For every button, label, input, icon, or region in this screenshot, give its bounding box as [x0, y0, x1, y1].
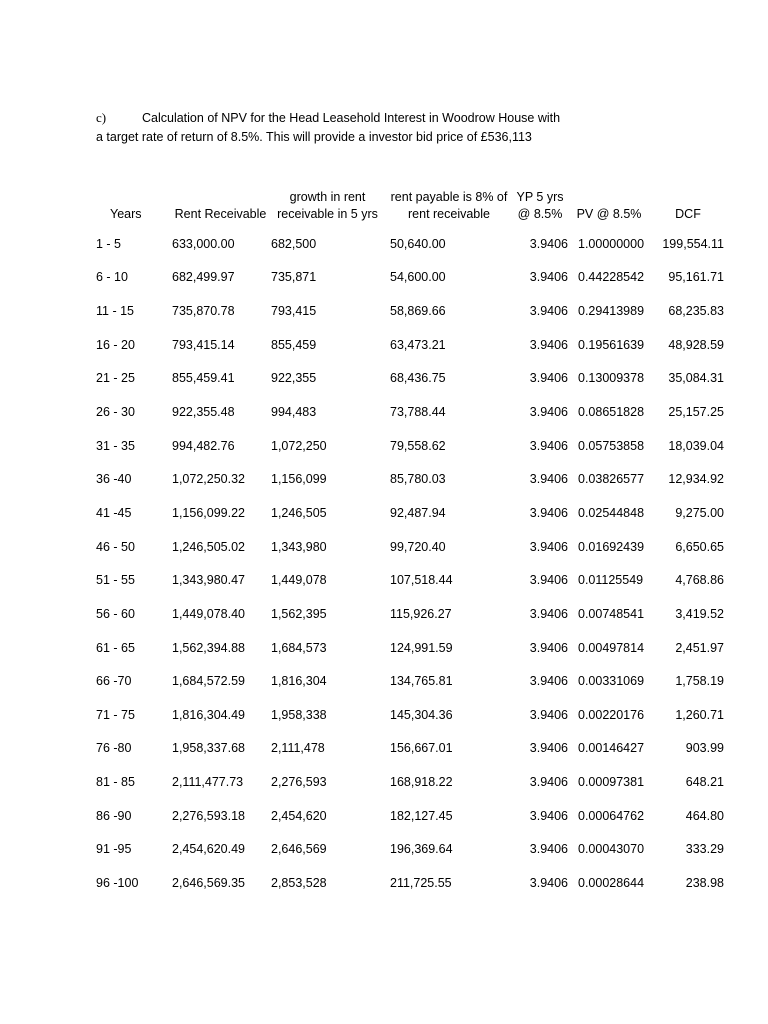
header-pv: PV @ 8.5% [576, 207, 642, 221]
cell-dcf: 68,235.83 [668, 304, 724, 319]
cell-rent-receivable: 2,454,620.49 [172, 842, 245, 857]
table-row [90, 261, 726, 295]
table-body [90, 227, 726, 900]
cell-yp: 3.9406 [529, 438, 568, 453]
cell-years: 61 - 65 [96, 640, 135, 655]
cell-rent-payable: 79,558.62 [390, 438, 446, 453]
cell-growth: 2,111,478 [271, 741, 325, 756]
cell-yp: 3.9406 [529, 304, 568, 319]
cell-yp: 3.9406 [529, 808, 568, 823]
cell-dcf: 12,934.92 [668, 472, 724, 487]
cell-rent-receivable: 793,415.14 [172, 337, 235, 352]
table-row [90, 698, 726, 732]
cell-years: 16 - 20 [96, 337, 135, 352]
cell-rent-payable: 92,487.94 [390, 505, 446, 520]
cell-years: 71 - 75 [96, 707, 135, 722]
cell-dcf: 35,084.31 [668, 371, 724, 386]
cell-rent-receivable: 1,449,078.40 [172, 606, 245, 621]
cell-dcf: 903.99 [685, 741, 724, 756]
cell-rent-receivable: 1,816,304.49 [172, 707, 245, 722]
cell-rent-receivable: 1,072,250.32 [172, 472, 245, 487]
header-yp: YP 5 yrs @ 8.5% [516, 190, 564, 221]
cell-pv: 0.29413989 [578, 304, 645, 319]
cell-growth: 793,415 [271, 304, 317, 319]
cell-yp: 3.9406 [529, 707, 568, 722]
cell-yp: 3.9406 [529, 842, 568, 857]
cell-rent-receivable: 682,499.97 [172, 270, 235, 285]
cell-yp: 3.9406 [529, 505, 568, 520]
cell-rent-payable: 99,720.40 [390, 539, 446, 554]
cell-rent-payable: 211,725.55 [390, 875, 452, 890]
cell-pv: 0.01125549 [578, 573, 644, 588]
cell-rent-payable: 182,127.45 [390, 808, 453, 823]
cell-dcf: 199,554.11 [662, 236, 724, 251]
cell-growth: 1,958,338 [271, 707, 327, 722]
header-years: Years [110, 207, 142, 221]
cell-pv: 0.00331069 [578, 674, 645, 689]
cell-dcf: 9,275.00 [675, 505, 724, 520]
cell-rent-receivable: 633,000.00 [172, 236, 235, 251]
cell-yp: 3.9406 [529, 573, 568, 588]
cell-years: 56 - 60 [96, 606, 135, 621]
cell-rent-payable: 124,991.59 [390, 640, 453, 655]
cell-rent-receivable: 2,111,477.73 [172, 775, 244, 790]
table-row [90, 227, 726, 261]
table-row [90, 563, 726, 597]
cell-dcf: 95,161.71 [668, 270, 724, 285]
cell-growth: 1,156,099 [271, 472, 327, 487]
cell-pv: 0.13009378 [578, 371, 645, 386]
table-row [90, 530, 726, 564]
cell-rent-payable: 58,869.66 [390, 304, 446, 319]
cell-yp: 3.9406 [529, 674, 568, 689]
cell-rent-receivable: 1,156,099.22 [172, 505, 245, 520]
cell-growth: 2,454,620 [271, 808, 327, 823]
cell-years: 51 - 55 [96, 573, 135, 588]
cell-yp: 3.9406 [529, 236, 568, 251]
table-row [90, 866, 726, 900]
cell-growth: 2,853,528 [271, 875, 327, 890]
cell-dcf: 4,768.86 [675, 573, 724, 588]
cell-growth: 855,459 [271, 337, 317, 352]
cell-pv: 0.00748541 [578, 606, 645, 621]
cell-pv: 0.02544848 [578, 505, 645, 520]
cell-dcf: 648.21 [685, 775, 724, 790]
table-row [90, 833, 726, 867]
cell-yp: 3.9406 [529, 775, 568, 790]
cell-pv: 0.03826577 [578, 472, 645, 487]
cell-rent-receivable: 1,343,980.47 [172, 573, 245, 588]
cell-yp: 3.9406 [529, 472, 568, 487]
cell-dcf: 25,157.25 [668, 405, 724, 420]
cell-pv: 0.00064762 [578, 808, 645, 823]
cell-years: 96 -100 [96, 875, 139, 890]
cell-rent-payable: 196,369.64 [390, 842, 453, 857]
header-rent-payable: rent payable is 8% of rent receivable [390, 190, 508, 221]
cell-yp: 3.9406 [529, 405, 568, 420]
cell-rent-receivable: 994,482.76 [172, 438, 235, 453]
cell-yp: 3.9406 [529, 606, 568, 621]
cell-years: 91 -95 [96, 842, 132, 857]
cell-rent-payable: 63,473.21 [390, 337, 446, 352]
table-row [90, 496, 726, 530]
cell-pv: 0.08651828 [578, 405, 645, 420]
cell-years: 31 - 35 [96, 438, 135, 453]
cell-growth: 682,500 [271, 236, 317, 251]
cell-yp: 3.9406 [529, 337, 568, 352]
cell-growth: 1,343,980 [271, 539, 327, 554]
cell-growth: 2,646,569 [271, 842, 327, 857]
cell-years: 46 - 50 [96, 539, 135, 554]
npv-table [90, 184, 726, 900]
cell-rent-receivable: 922,355.48 [172, 405, 235, 420]
cell-years: 1 - 5 [96, 236, 122, 251]
cell-rent-payable: 134,765.81 [390, 674, 453, 689]
cell-rent-receivable: 1,958,337.68 [172, 741, 245, 756]
cell-yp: 3.9406 [529, 270, 568, 285]
cell-rent-payable: 107,518.44 [390, 573, 453, 588]
cell-years: 66 -70 [96, 674, 132, 689]
cell-yp: 3.9406 [529, 875, 568, 890]
cell-pv: 0.01692439 [578, 539, 645, 554]
cell-rent-payable: 156,667.01 [390, 741, 453, 756]
cell-pv: 1.00000000 [578, 236, 645, 251]
cell-pv: 0.00028644 [578, 875, 645, 890]
table-row [90, 631, 726, 665]
cell-growth: 1,816,304 [271, 674, 327, 689]
section-heading-text: Calculation of NPV for the Head Leasehold Interest in Woodrow House with a target rate of return of 8.5%. This will provide a investor bid price of £536,113 [96, 111, 561, 144]
table-row [90, 462, 726, 496]
cell-pv: 0.05753858 [578, 438, 645, 453]
cell-rent-receivable: 855,459.41 [172, 371, 235, 386]
cell-years: 86 -90 [96, 808, 132, 823]
cell-rent-receivable: 735,870.78 [172, 304, 235, 319]
cell-dcf: 2,451.97 [675, 640, 724, 655]
cell-rent-payable: 50,640.00 [390, 236, 446, 251]
header-rent-receivable: Rent Receivable [174, 207, 267, 221]
table-row [90, 664, 726, 698]
cell-growth: 735,871 [271, 270, 317, 285]
table-row [90, 362, 726, 396]
table-row [90, 395, 726, 429]
cell-yp: 3.9406 [529, 741, 568, 756]
cell-growth: 994,483 [271, 405, 317, 420]
cell-dcf: 6,650.65 [675, 539, 724, 554]
cell-rent-payable: 85,780.03 [390, 472, 446, 487]
cell-growth: 2,276,593 [271, 775, 327, 790]
section-label: c) [96, 110, 107, 125]
cell-dcf: 48,928.59 [668, 337, 724, 352]
cell-growth: 922,355 [271, 371, 317, 386]
table-row [90, 765, 726, 799]
cell-years: 36 -40 [96, 472, 132, 487]
header-dcf: DCF [675, 207, 701, 221]
cell-growth: 1,246,505 [271, 505, 327, 520]
cell-pv: 0.19561639 [578, 337, 645, 352]
cell-rent-receivable: 1,246,505.02 [172, 539, 245, 554]
cell-rent-payable: 73,788.44 [390, 405, 446, 420]
cell-rent-payable: 68,436.75 [390, 371, 446, 386]
cell-rent-receivable: 1,562,394.88 [172, 640, 245, 655]
table-header-row [90, 184, 726, 227]
cell-dcf: 1,260.71 [675, 707, 724, 722]
cell-growth: 1,684,573 [271, 640, 327, 655]
section-heading [96, 108, 566, 147]
cell-pv: 0.00146427 [578, 741, 645, 756]
table-row [90, 328, 726, 362]
cell-yp: 3.9406 [529, 539, 568, 554]
cell-pv: 0.00497814 [578, 640, 645, 655]
cell-pv: 0.00043070 [578, 842, 645, 857]
cell-years: 81 - 85 [96, 775, 135, 790]
cell-pv: 0.00220176 [578, 707, 645, 722]
cell-dcf: 238.98 [685, 875, 724, 890]
header-growth: growth in rent receivable in 5 yrs [277, 190, 378, 221]
cell-years: 11 - 15 [96, 304, 134, 319]
cell-dcf: 464.80 [685, 808, 724, 823]
cell-yp: 3.9406 [529, 640, 568, 655]
table-row [90, 597, 726, 631]
cell-rent-payable: 168,918.22 [390, 775, 453, 790]
cell-pv: 0.44228542 [578, 270, 645, 285]
cell-years: 41 -45 [96, 505, 132, 520]
cell-rent-payable: 145,304.36 [390, 707, 453, 722]
cell-dcf: 1,758.19 [675, 674, 724, 689]
table-row [90, 799, 726, 833]
cell-growth: 1,562,395 [271, 606, 327, 621]
table-row [90, 294, 726, 328]
cell-years: 26 - 30 [96, 405, 135, 420]
cell-growth: 1,072,250 [271, 438, 327, 453]
cell-rent-receivable: 2,646,569.35 [172, 875, 245, 890]
cell-years: 76 -80 [96, 741, 132, 756]
cell-growth: 1,449,078 [271, 573, 327, 588]
cell-rent-receivable: 1,684,572.59 [172, 674, 245, 689]
cell-rent-payable: 115,926.27 [390, 606, 452, 621]
table-row [90, 429, 726, 463]
cell-years: 6 - 10 [96, 270, 128, 285]
table-row [90, 732, 726, 766]
cell-years: 21 - 25 [96, 371, 135, 386]
cell-yp: 3.9406 [529, 371, 568, 386]
cell-dcf: 333.29 [685, 842, 724, 857]
cell-rent-receivable: 2,276,593.18 [172, 808, 245, 823]
cell-rent-payable: 54,600.00 [390, 270, 446, 285]
cell-dcf: 18,039.04 [668, 438, 724, 453]
cell-dcf: 3,419.52 [675, 606, 724, 621]
cell-pv: 0.00097381 [578, 775, 645, 790]
